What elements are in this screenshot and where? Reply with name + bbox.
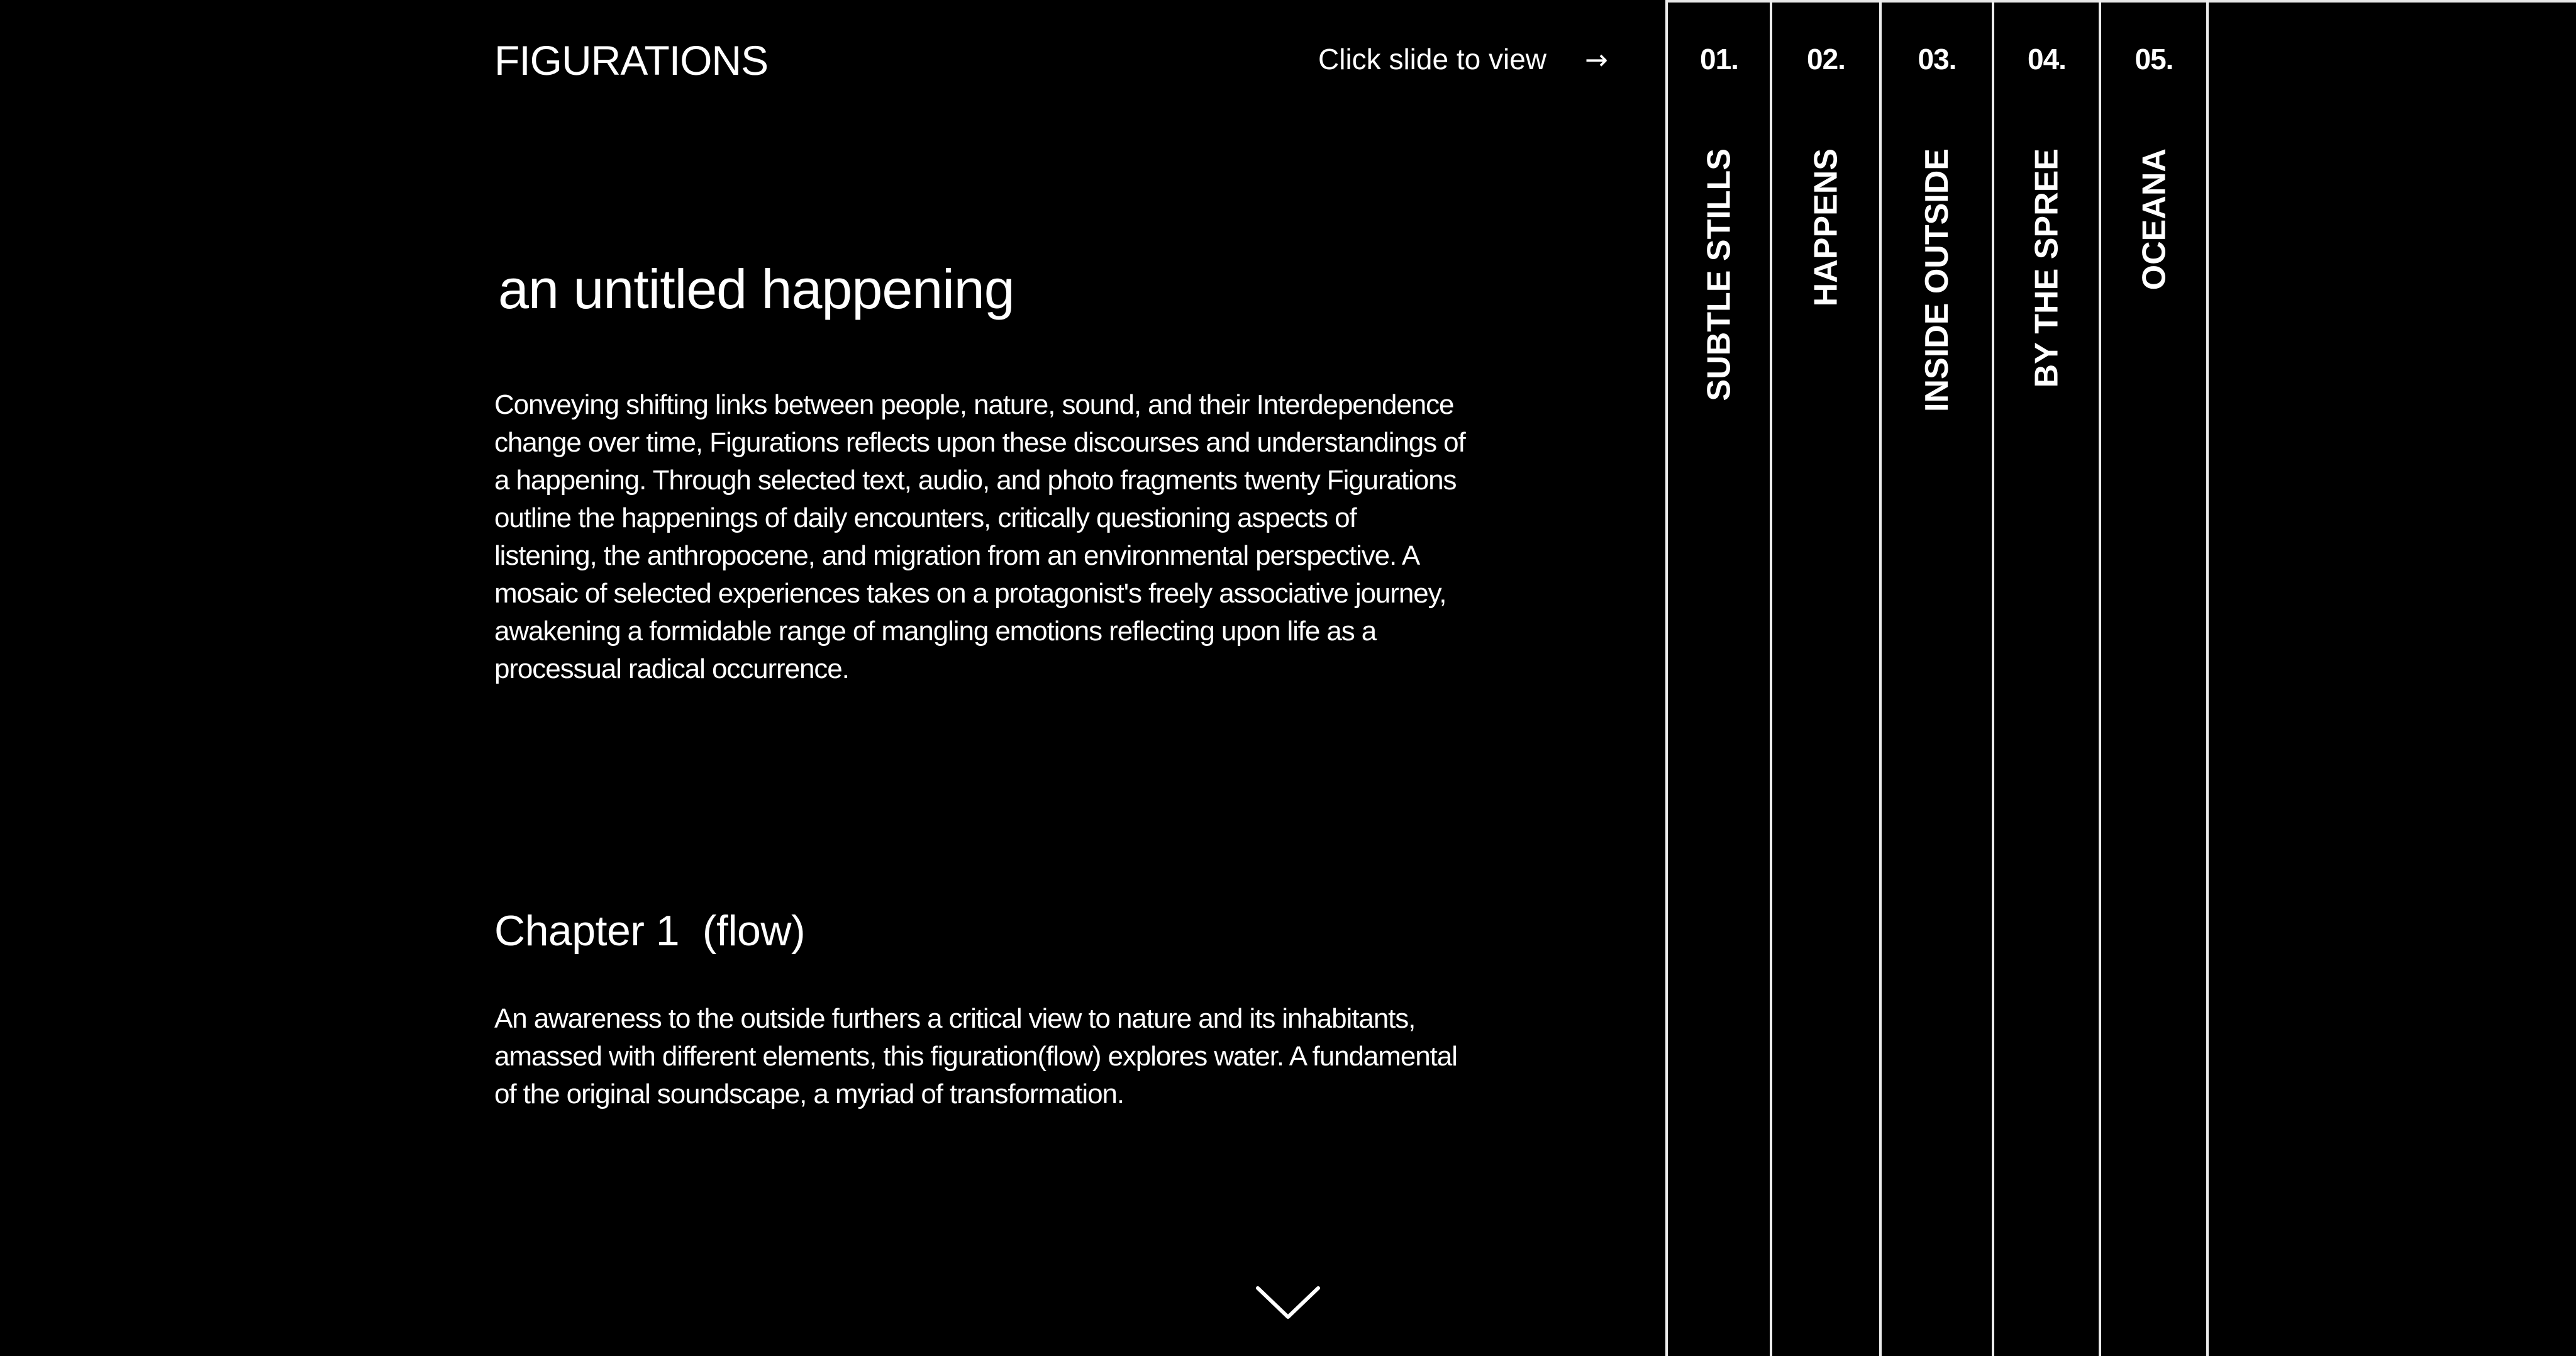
- slide-number: 05.: [2135, 43, 2174, 75]
- slide-label: INSIDE OUTSIDE: [1919, 148, 1955, 412]
- slide-label: SUBTLE STILLS: [1701, 148, 1738, 401]
- slide-04[interactable]: [1992, 0, 2099, 1356]
- chapter-title: Chapter 1 (flow): [494, 907, 806, 955]
- hint-label: Click slide to view: [1318, 43, 1546, 75]
- intro-paragraph: [494, 386, 1465, 688]
- chapter-line: An awareness to the outside furthers a critical view to nature and its inhabitants,: [494, 1003, 1416, 1034]
- slide-01[interactable]: [1665, 0, 1770, 1356]
- intro-line: Conveying shifting links between people, nature, sound, and their Interdependence: [494, 389, 1454, 420]
- intro-line: awakening a formidable range of mangling emotions reflecting upon life as a: [494, 616, 1377, 647]
- arrow-right-icon: →: [1585, 44, 1608, 76]
- chapter-line: of the original soundscape, a myriad of transformation.: [494, 1079, 1124, 1109]
- intro-line: a happening. Through selected text, audio, and photo fragments twenty Figurations: [494, 465, 1457, 496]
- slide-number: 01.: [1700, 43, 1738, 75]
- intro-line: processual radical occurrence.: [494, 653, 849, 684]
- intro-line: outline the happenings of daily encounters, critically questioning aspects of: [494, 503, 1357, 533]
- slide-02[interactable]: [1770, 0, 1880, 1356]
- slide-number: 04.: [2028, 43, 2066, 75]
- slide-label: BY THE SPREE: [2028, 148, 2065, 388]
- slide-05[interactable]: [2099, 0, 2207, 1356]
- scroll-down-button[interactable]: [1253, 1281, 1323, 1325]
- slide-navigation: [1665, 0, 2576, 1356]
- site-logo[interactable]: FIGURATIONS: [494, 37, 769, 84]
- chapter-line: amassed with different elements, this figuration(flow) explores water. A fundamental: [494, 1041, 1457, 1072]
- chapter-paragraph: [494, 1000, 1457, 1113]
- slide-label: HAPPENS: [1807, 148, 1845, 307]
- slide-label: OCEANA: [2136, 148, 2172, 291]
- slide-03[interactable]: [1879, 0, 1992, 1356]
- slide-number: 03.: [1918, 43, 1957, 75]
- slide-number: 02.: [1807, 43, 1845, 75]
- intro-line: change over time, Figurations reflects upon these discourses and understandings of: [494, 427, 1465, 458]
- page-title: an untitled happening: [498, 258, 1014, 320]
- chevron-down-icon: [1253, 1281, 1323, 1325]
- intro-line: mosaic of selected experiences takes on a protagonist's freely associative journey,: [494, 578, 1446, 609]
- intro-line: listening, the anthropocene, and migration from an environmental perspective. A: [494, 540, 1420, 571]
- slide-area-empty: [2206, 0, 2576, 1356]
- click-slide-hint: [1318, 40, 1608, 78]
